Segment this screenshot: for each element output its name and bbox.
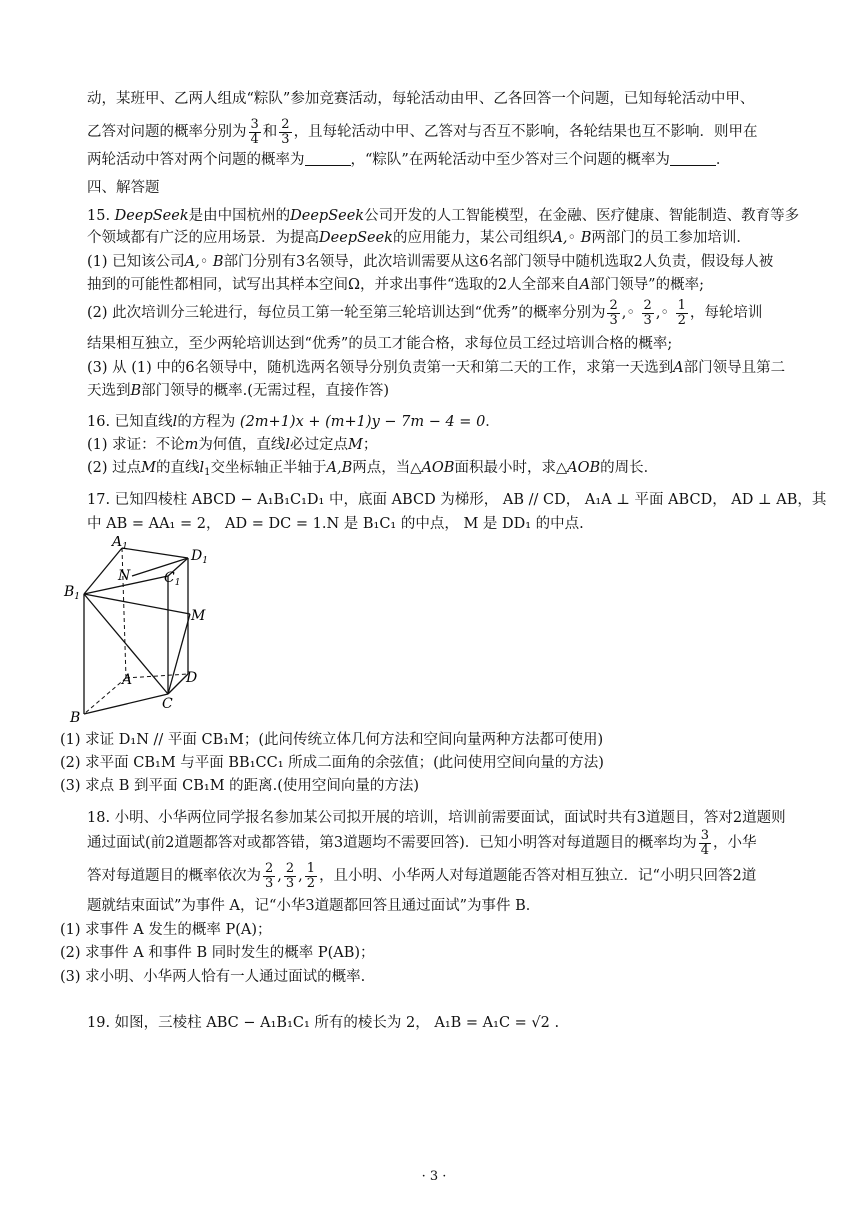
- q18-part-1: (1) 求事件 A 发生的概率 P(A)；: [60, 922, 272, 938]
- label-M: M: [191, 608, 206, 624]
- q15-line-7: (3) 从 (1) 中的6名领导中，随机选两名领导分别负责第一天和第二天的工作，求第一天选到A部门领导且第二: [87, 360, 786, 376]
- q14-line-3: 两轮活动中答对两个问题的概率为 ，“粽队”在两轮活动中至少答对三个问题的概率为 ．: [87, 152, 731, 168]
- q15-line-2: 个领域都有广泛的应用场景．为提高DeepSeek的应用能力，某公司组织A,◦ B两部门的员工参加培训．: [87, 230, 751, 246]
- answer-blank-2: [670, 151, 716, 166]
- label-A: A: [122, 672, 133, 688]
- q18-part-3: (3) 求小明、小华两人恰有一人通过面试的概率.: [60, 969, 366, 985]
- q15-line-6: 结果相互独立，至少两轮培训达到“优秀”的员工才能合格，求每位员工经过培训合格的概率;: [87, 336, 673, 352]
- label-C: C: [162, 696, 173, 712]
- page-number: · 3 ·: [421, 1169, 447, 1184]
- label-B1: $B_1$: [64, 584, 81, 602]
- q15-line-3: (1) 已知该公司A,◦ B部门分别有3名领导，此次培训需要从这6名部门领导中随机选取2人负责，假设每人被: [87, 254, 774, 270]
- fraction-3-4: $\frac{3}{4}$: [250, 116, 259, 147]
- q19-line-1: 19. 如图，三棱柱 ABC − A₁B₁C₁ 所有的棱长为 2， A₁B = A₁C = √2 .: [87, 1015, 560, 1031]
- q17-line-1: 17. 已知四棱柱 ABCD − A₁B₁C₁D₁ 中，底面 ABCD 为梯形， AB // CD， A₁A ⊥ 平面 ABCD， AD ⊥ AB，其: [87, 492, 827, 508]
- q15-line-1: 15. DeepSeek是由中国杭州的DeepSeek公司开发的人工智能模型，在金融、医疗健康、智能制造、教育等多: [87, 208, 800, 224]
- label-D1: $D_1$: [191, 548, 208, 566]
- label-N: N: [118, 568, 131, 584]
- q16-line-1: 16. 已知直线l的方程为 (2m+1)x + (m+1)y − 7m − 4 = 0．: [87, 414, 500, 430]
- q14-line-2: 乙答对问题的概率分别为 $\frac{3}{4}$ 和 $\frac{2}{3}$ ，且每轮活动中甲、乙答对与否互不影响，各轮结果也互不影响．则甲在: [87, 116, 758, 147]
- label-D: D: [186, 670, 198, 686]
- q14-line-1: 动，某班甲、乙两人组成“粽队”参加竞赛活动，每轮活动由甲、乙各回答一个问题，已知每轮活动中甲、: [87, 91, 755, 107]
- label-A1: $A_1$: [112, 536, 128, 552]
- q17-part-3: (3) 求点 B 到平面 CB₁M 的距离.(使用空间向量的方法): [60, 778, 420, 794]
- fraction-2-3: $\frac{2}{3}$: [281, 116, 290, 147]
- answer-blank-1: [305, 151, 351, 166]
- q17-line-2: 中 AB = AA₁ = 2， AD = DC = 1.N 是 B₁C₁ 的中点， M 是 DD₁ 的中点.: [87, 516, 584, 532]
- q17-part-2: (2) 求平面 CB₁M 与平面 BB₁CC₁ 所成二面角的余弦值；(此问使用空间向量的方法): [60, 755, 604, 771]
- q18-line-1: 18. 小明、小华两位同学报名参加某公司拟开展的培训，培训前需要面试，面试时共有3道题目，答对2道题则: [87, 810, 786, 826]
- q17-part-1: (1) 求证 D₁N // 平面 CB₁M；(此问传统立体几何方法和空间向量两种方法都可使用): [60, 732, 604, 748]
- q16-line-2: (1) 求证：不论m为何值，直线l必过定点M；: [87, 437, 378, 453]
- q16-line-3: (2) 过点M的直线$l_1$交坐标轴正半轴于A,B两点，当△AOB面积最小时，求△AOB的周长．: [87, 460, 659, 478]
- q15-line-4: 抽到的可能性都相同，试写出其样本空间Ω，并求出事件“选取的2人全部来自A部门领导”的概率;: [87, 277, 704, 293]
- q15-line-8: 天选到B部门领导的概率.(无需过程，直接作答): [87, 383, 390, 399]
- q18-line-3: 答对每道题目的概率依次为 $\frac{2}{3}$ , $\frac{2}{3}$ , $\frac{1}{2}$ ，且小明、小华两人对每道题能否答对相互独立．记“小明只回答2道: [87, 860, 757, 891]
- q15-line-5: (2) 此次培训分三轮进行，每位员工第一轮至第三轮培训达到“优秀”的概率分别为 $\frac{2}{3}$ ,◦ $\frac{2}{3}$ ,◦ $\frac{1}{2}$ ，每轮培训: [87, 297, 763, 328]
- prism-figure: [60, 536, 220, 726]
- q18-line-2: 通过面试(前2道题都答对或都答错，第3道题均不需要回答)．已知小明答对每道题目的概率均为 $\frac{3}{4}$ ，小华: [87, 827, 757, 858]
- section-heading: 四、解答题: [87, 180, 160, 196]
- q18-part-2: (2) 求事件 A 和事件 B 同时发生的概率 P(AB)；: [60, 945, 375, 961]
- q18-line-4: 题就结束面试”为事件 A，记“小华3道题都回答且通过面试”为事件 B．: [87, 898, 541, 914]
- label-C1: $C_1$: [164, 570, 181, 588]
- label-B: B: [70, 710, 81, 726]
